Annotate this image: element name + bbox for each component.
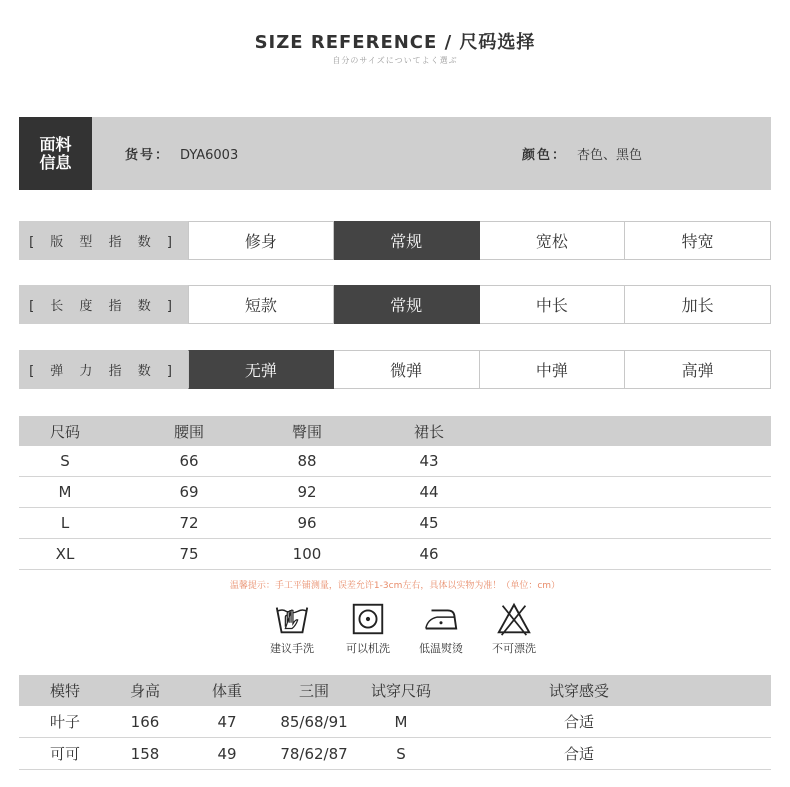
header-feel: 试穿感受 bbox=[548, 682, 609, 700]
care-label: 可以机洗 bbox=[346, 642, 390, 655]
fit-option: 特宽 bbox=[625, 221, 771, 260]
care-machine-wash bbox=[333, 600, 403, 656]
measurement-note: 温馨提示：手工平铺测量，误差允许1-3cm左右，具体以实物为准！（单位：cm） bbox=[229, 581, 561, 591]
header-skirt-length: 裙长 bbox=[413, 422, 444, 441]
cell-measurements: 85/68/91 bbox=[280, 712, 348, 731]
cell-waist: 72 bbox=[179, 514, 199, 532]
table-row bbox=[19, 539, 771, 570]
size-table bbox=[19, 416, 771, 570]
cell-feel: 合适 bbox=[563, 745, 594, 763]
elasticity-option: 高弹 bbox=[625, 350, 771, 389]
cell-model: 可可 bbox=[49, 745, 80, 763]
page-subtitle: 自分のサイズについてよく選ぶ bbox=[332, 56, 458, 65]
sku-value: DYA6003 bbox=[180, 148, 239, 163]
care-label: 低温熨烫 bbox=[419, 642, 463, 655]
table-row bbox=[19, 706, 771, 738]
sku-info bbox=[125, 144, 238, 163]
cell-try-size: M bbox=[394, 712, 408, 731]
header-hip: 臀围 bbox=[291, 422, 322, 441]
header-weight: 体重 bbox=[211, 682, 242, 700]
no-bleach-icon bbox=[495, 600, 533, 638]
cell-hip: 96 bbox=[297, 514, 317, 532]
fit-option: 常规 bbox=[334, 221, 480, 260]
low-iron-icon bbox=[422, 600, 460, 638]
length-index-label: [ 长 度 指 数 ] bbox=[19, 285, 188, 324]
table-row bbox=[19, 477, 771, 508]
elasticity-option: 微弹 bbox=[334, 350, 480, 389]
length-option: 中长 bbox=[480, 285, 626, 324]
length-index-row bbox=[19, 285, 771, 324]
cell-waist: 69 bbox=[179, 483, 199, 501]
color-label: 颜色： bbox=[522, 148, 568, 163]
cell-skirt-length: 44 bbox=[419, 483, 439, 501]
machine-wash-icon bbox=[349, 600, 387, 638]
header-try-size: 试穿尺码 bbox=[370, 682, 431, 700]
cell-waist: 66 bbox=[179, 452, 199, 470]
cell-skirt-length: 45 bbox=[419, 514, 439, 532]
model-table bbox=[19, 675, 771, 770]
cell-height: 166 bbox=[130, 712, 160, 731]
care-label: 建议手洗 bbox=[270, 642, 314, 655]
fit-option: 修身 bbox=[188, 221, 334, 260]
hand-wash-icon bbox=[273, 600, 311, 638]
color-info bbox=[522, 144, 642, 163]
model-table-header bbox=[19, 675, 771, 706]
header-measurements: 三围 bbox=[298, 682, 329, 700]
cell-feel: 合适 bbox=[563, 713, 594, 731]
cell-model: 叶子 bbox=[49, 713, 80, 731]
care-hand-wash bbox=[257, 600, 327, 656]
page-title: SIZE REFERENCE / 尺码选择 bbox=[254, 32, 536, 53]
header-height: 身高 bbox=[129, 682, 160, 700]
header-model: 模特 bbox=[49, 682, 80, 700]
cell-size: M bbox=[58, 483, 72, 501]
elasticity-option: 中弹 bbox=[480, 350, 626, 389]
cell-hip: 100 bbox=[292, 545, 322, 563]
table-row bbox=[19, 508, 771, 539]
length-option: 加长 bbox=[625, 285, 771, 324]
fit-option: 宽松 bbox=[480, 221, 626, 260]
elasticity-index-label: [ 弹 力 指 数 ] bbox=[19, 350, 188, 389]
fit-index-row bbox=[19, 221, 771, 260]
cell-measurements: 78/62/87 bbox=[280, 744, 348, 763]
badge-line-2: 信息 bbox=[39, 152, 72, 172]
cell-weight: 49 bbox=[217, 744, 237, 763]
badge-line-1: 面料 bbox=[39, 134, 72, 154]
cell-waist: 75 bbox=[179, 545, 199, 563]
fit-index-label: [ 版 型 指 数 ] bbox=[19, 221, 188, 260]
cell-size: XL bbox=[55, 545, 75, 563]
cell-size: S bbox=[60, 452, 70, 470]
fabric-info-badge bbox=[19, 117, 92, 190]
sku-label: 货号： bbox=[125, 148, 171, 163]
table-row bbox=[19, 446, 771, 477]
cell-skirt-length: 46 bbox=[419, 545, 439, 563]
cell-size: L bbox=[60, 514, 70, 532]
fabric-info-bar bbox=[19, 117, 771, 190]
cell-hip: 92 bbox=[297, 483, 317, 501]
cell-height: 158 bbox=[130, 744, 160, 763]
cell-weight: 47 bbox=[217, 712, 237, 731]
cell-skirt-length: 43 bbox=[419, 452, 439, 470]
length-option: 短款 bbox=[188, 285, 334, 324]
elasticity-index-row bbox=[19, 350, 771, 389]
cell-try-size: S bbox=[396, 744, 406, 763]
cell-hip: 88 bbox=[297, 452, 317, 470]
care-label: 不可漂洗 bbox=[492, 642, 536, 655]
care-no-bleach bbox=[479, 600, 549, 656]
size-table-header bbox=[19, 416, 771, 446]
table-row bbox=[19, 738, 771, 770]
length-option: 常规 bbox=[334, 285, 480, 324]
care-low-iron bbox=[406, 600, 476, 656]
header-size: 尺码 bbox=[49, 422, 80, 441]
color-value: 杏色、黑色 bbox=[577, 148, 643, 163]
elasticity-option: 无弹 bbox=[188, 350, 334, 389]
header-waist: 腰围 bbox=[173, 422, 204, 441]
